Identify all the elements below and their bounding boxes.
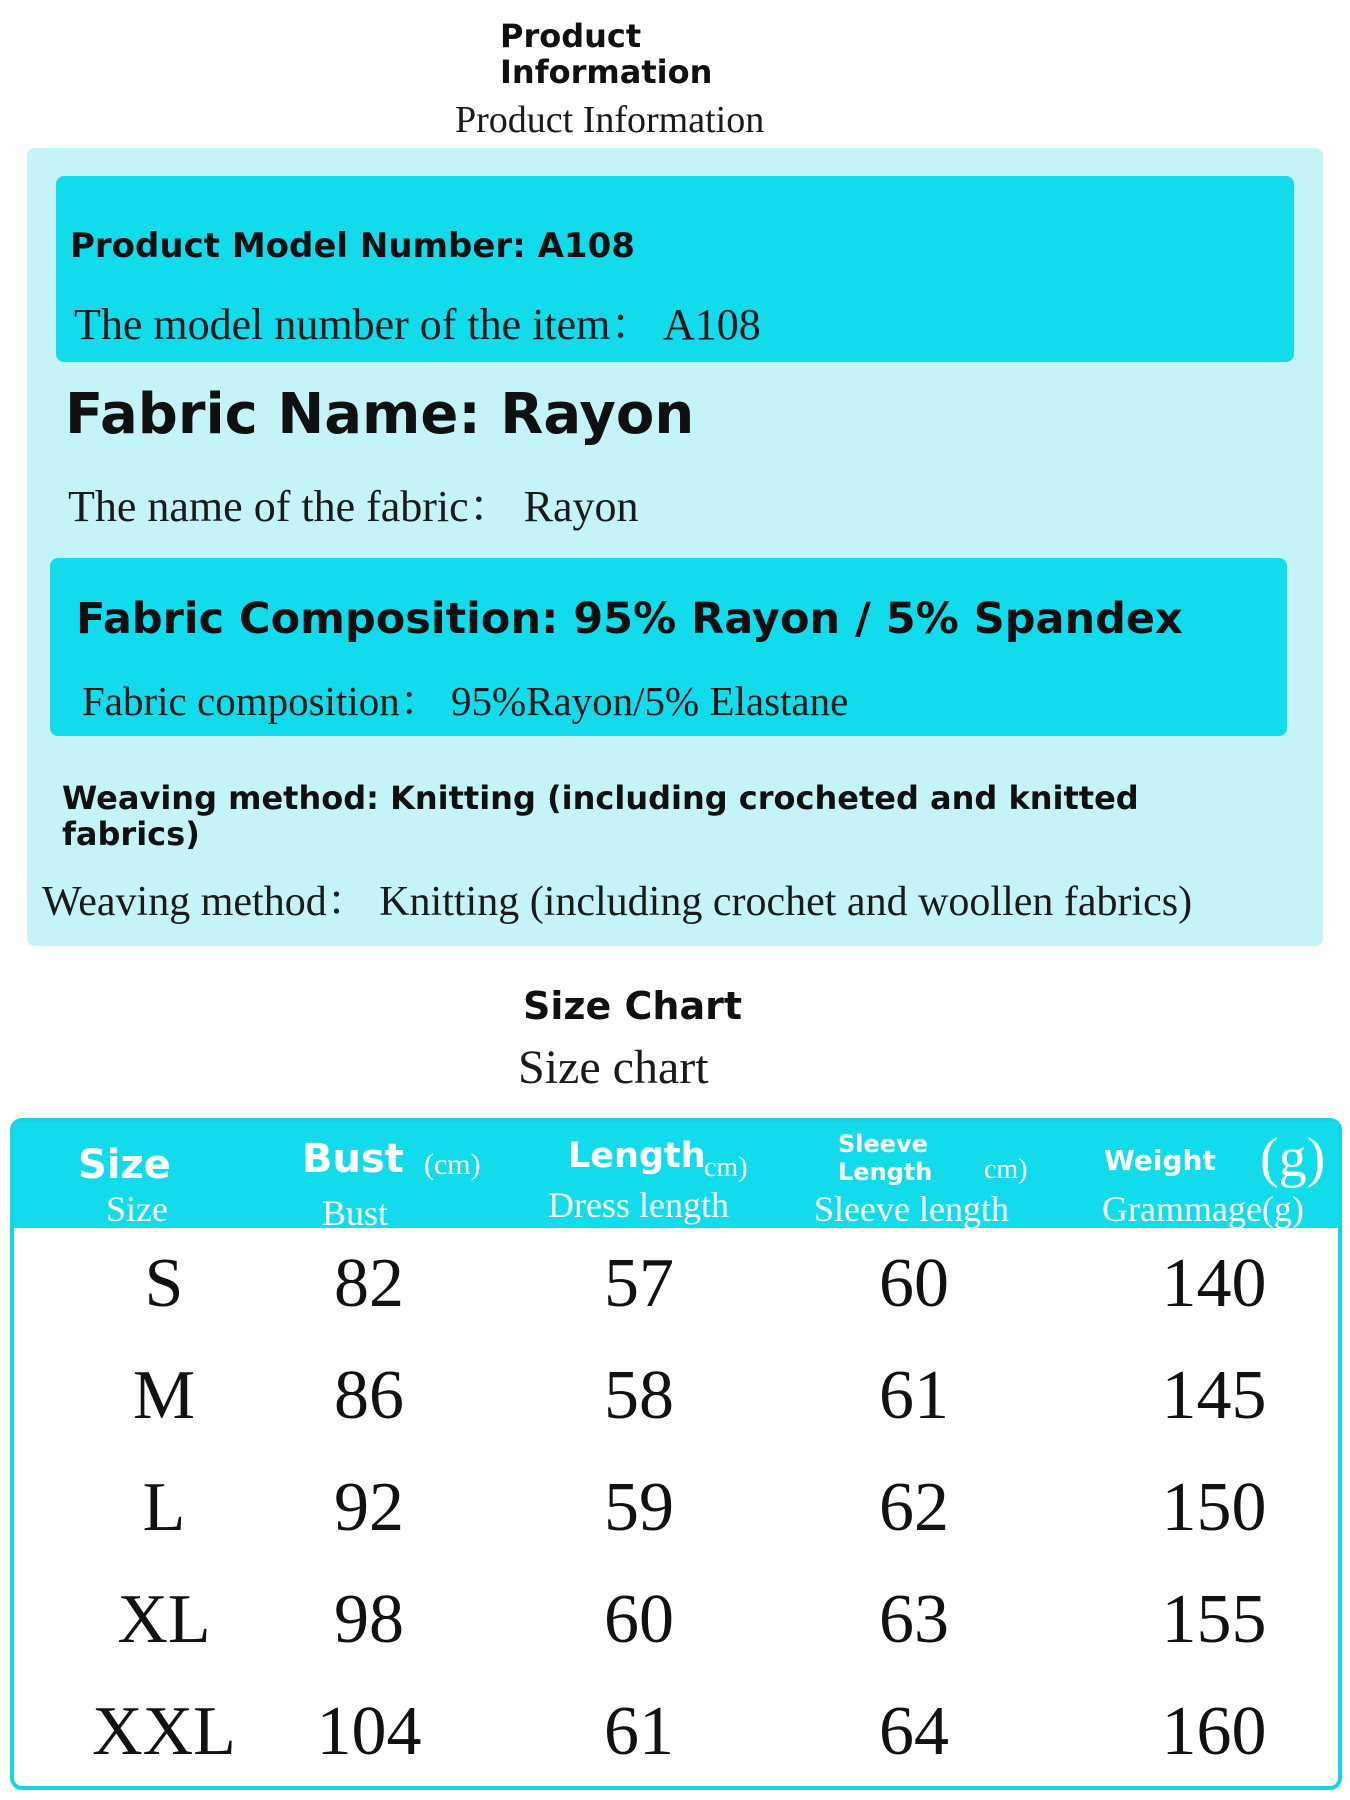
size-chart-header-row: [14, 1122, 1338, 1233]
weaving-method-title: Weaving method: Knitting (including crocheted and knitted fabrics): [62, 779, 1139, 853]
fabric-name-subtitle: The name of the fabric： Rayon: [68, 482, 639, 531]
weight-cell: 140: [1161, 1245, 1267, 1322]
weight-cell: 150: [1161, 1469, 1267, 1546]
header-length-label: Length: [568, 1136, 706, 1176]
table-row: [14, 1676, 1338, 1788]
header-weight-sublabel: Grammage(g): [1102, 1189, 1304, 1229]
product-info-subheading: Product Information: [455, 99, 765, 141]
size-cell: M: [132, 1357, 196, 1434]
length-cell: 59: [604, 1469, 674, 1546]
bust-cell: 98: [334, 1581, 404, 1658]
length-cell: 58: [604, 1357, 674, 1434]
weight-cell: 155: [1161, 1581, 1267, 1658]
header-length: [514, 1122, 804, 1228]
size-cell: L: [142, 1469, 186, 1546]
size-cell: S: [144, 1245, 184, 1322]
table-row: [14, 1340, 1338, 1452]
bust-cell: 86: [334, 1357, 404, 1434]
weight-cell: 145: [1161, 1357, 1267, 1434]
header-bust: [244, 1122, 514, 1233]
product-info-heading-line2: Information: [500, 53, 713, 91]
size-cell: XXL: [92, 1693, 236, 1770]
model-number-subtitle: The model number of the item： A108: [74, 300, 761, 349]
table-row: [14, 1452, 1338, 1564]
header-size-label: Size: [78, 1142, 171, 1188]
header-length-unit: cm): [704, 1152, 748, 1183]
sleeve-cell: 62: [879, 1469, 949, 1546]
header-weight: [1074, 1122, 1342, 1228]
bust-cell: 82: [334, 1245, 404, 1322]
header-bust-label: Bust: [302, 1136, 404, 1182]
header-bust-sublabel: Bust: [322, 1193, 389, 1233]
sleeve-cell: 63: [879, 1581, 949, 1658]
header-size-sublabel: Size: [106, 1189, 168, 1229]
weight-cell: 160: [1161, 1693, 1267, 1770]
header-weight-label: Weight: [1104, 1144, 1216, 1177]
length-cell: 60: [604, 1581, 674, 1658]
product-info-heading-line1: Product: [500, 17, 642, 55]
header-size: [14, 1122, 244, 1228]
header-sleeve-label: Sleeve Length: [838, 1130, 933, 1186]
size-chart-heading: Size Chart: [523, 984, 743, 1028]
header-sleeve-unit: cm): [984, 1154, 1028, 1185]
weaving-method-subtitle: Weaving method： Knitting (including crochet and woollen fabrics): [42, 879, 1193, 925]
table-row: [14, 1564, 1338, 1676]
header-sleeve-sublabel: Sleeve length: [814, 1189, 1009, 1229]
model-number-title: Product Model Number: A108: [70, 226, 635, 266]
sleeve-cell: 64: [879, 1693, 949, 1770]
size-chart-subheading: Size chart: [518, 1041, 709, 1094]
header-weight-unit: (g): [1260, 1127, 1326, 1189]
header-length-sublabel: Dress length: [548, 1185, 729, 1225]
bust-cell: 92: [334, 1469, 404, 1546]
size-cell: XL: [117, 1581, 211, 1658]
fabric-name-title: Fabric Name: Rayon: [65, 382, 695, 447]
sleeve-cell: 60: [879, 1245, 949, 1322]
header-sleeve-length: [804, 1122, 1074, 1228]
header-bust-unit: (cm): [424, 1148, 481, 1181]
length-cell: 61: [604, 1693, 674, 1770]
composition-subtitle: Fabric composition： 95%Rayon/5% Elastane: [82, 678, 849, 724]
composition-title: Fabric Composition: 95% Rayon / 5% Spandex: [76, 594, 1183, 644]
length-cell: 57: [604, 1245, 674, 1322]
size-chart-table: [10, 1118, 1342, 1790]
table-row: [14, 1228, 1338, 1340]
sleeve-cell: 61: [879, 1357, 949, 1434]
bust-cell: 104: [316, 1693, 422, 1770]
